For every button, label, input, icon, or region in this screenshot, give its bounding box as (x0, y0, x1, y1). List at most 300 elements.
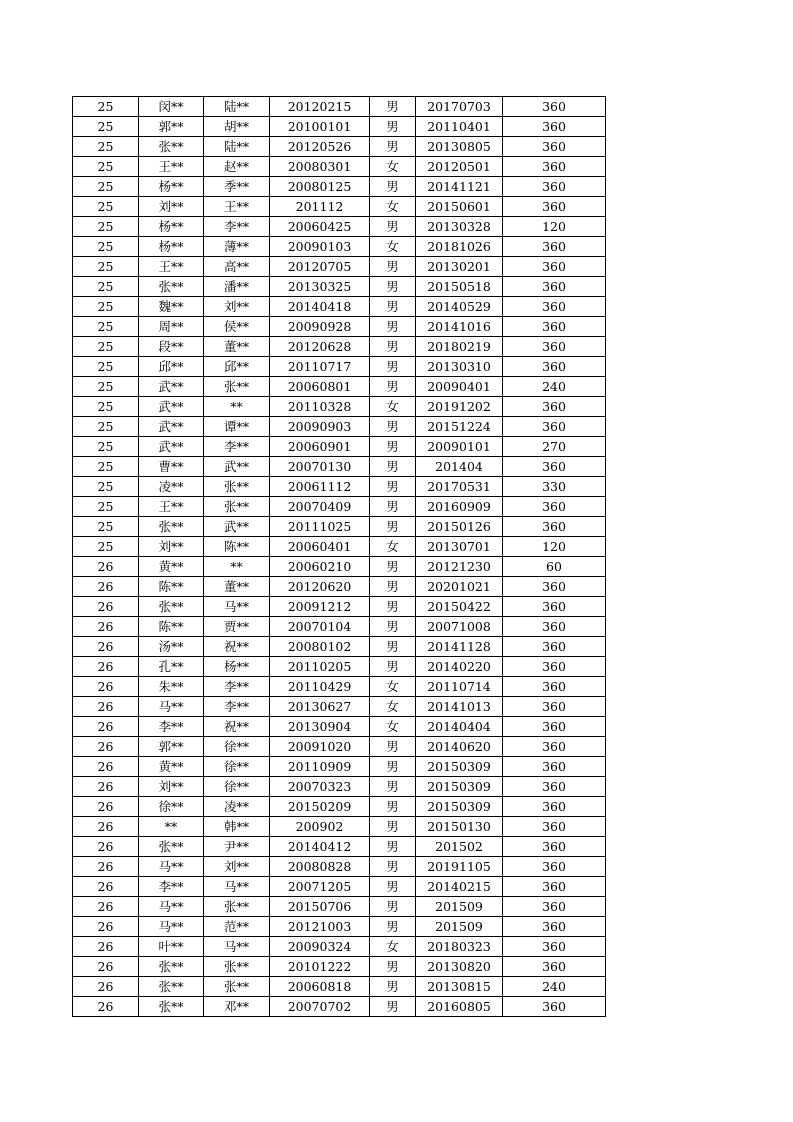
name-b-cell: 马** (204, 937, 270, 957)
date-end-cell: 20130310 (416, 357, 503, 377)
table-row (73, 537, 606, 557)
name-a-cell: 黄** (139, 557, 204, 577)
gender-cell: 男 (370, 457, 416, 477)
group-cell: 26 (73, 557, 139, 577)
name-a-cell: 张** (139, 977, 204, 997)
date-end-cell: 20130805 (416, 137, 503, 157)
table-row (73, 877, 606, 897)
date-end-cell: 20150518 (416, 277, 503, 297)
table-row (73, 897, 606, 917)
name-b-cell: 马** (204, 877, 270, 897)
amount-cell: 360 (503, 137, 606, 157)
amount-cell: 360 (503, 777, 606, 797)
amount-cell: 360 (503, 177, 606, 197)
amount-cell: 360 (503, 617, 606, 637)
date-start-cell: 20110909 (270, 757, 370, 777)
amount-cell: 120 (503, 537, 606, 557)
date-start-cell: 20070130 (270, 457, 370, 477)
name-b-cell: 张** (204, 957, 270, 977)
date-end-cell: 20191105 (416, 857, 503, 877)
date-start-cell: 20120620 (270, 577, 370, 597)
date-start-cell: 20101222 (270, 957, 370, 977)
table-row (73, 417, 606, 437)
date-start-cell: 20080828 (270, 857, 370, 877)
name-a-cell: 周** (139, 317, 204, 337)
table-row (73, 237, 606, 257)
date-end-cell: 20130328 (416, 217, 503, 237)
name-b-cell: 徐** (204, 737, 270, 757)
group-cell: 26 (73, 937, 139, 957)
name-b-cell: 刘** (204, 297, 270, 317)
name-a-cell: 段** (139, 337, 204, 357)
amount-cell: 360 (503, 357, 606, 377)
date-start-cell: 20110717 (270, 357, 370, 377)
amount-cell: 360 (503, 657, 606, 677)
amount-cell: 360 (503, 517, 606, 537)
group-cell: 25 (73, 137, 139, 157)
amount-cell: 360 (503, 917, 606, 937)
group-cell: 25 (73, 297, 139, 317)
date-start-cell: 20060401 (270, 537, 370, 557)
group-cell: 25 (73, 417, 139, 437)
date-end-cell: 201404 (416, 457, 503, 477)
table-row (73, 137, 606, 157)
name-a-cell: 郭** (139, 737, 204, 757)
gender-cell: 男 (370, 217, 416, 237)
date-start-cell: 20070323 (270, 777, 370, 797)
gender-cell: 男 (370, 257, 416, 277)
date-end-cell: 201509 (416, 917, 503, 937)
date-start-cell: 20080125 (270, 177, 370, 197)
name-a-cell: 李** (139, 717, 204, 737)
table-row (73, 597, 606, 617)
gender-cell: 男 (370, 957, 416, 977)
date-end-cell: 20140215 (416, 877, 503, 897)
table-row (73, 837, 606, 857)
date-start-cell: 20110205 (270, 657, 370, 677)
date-end-cell: 20191202 (416, 397, 503, 417)
table-row (73, 737, 606, 757)
gender-cell: 男 (370, 137, 416, 157)
group-cell: 25 (73, 357, 139, 377)
date-end-cell: 20160909 (416, 497, 503, 517)
date-end-cell: 201509 (416, 897, 503, 917)
name-b-cell: 谭** (204, 417, 270, 437)
group-cell: 26 (73, 857, 139, 877)
table-row (73, 257, 606, 277)
amount-cell: 360 (503, 457, 606, 477)
gender-cell: 男 (370, 317, 416, 337)
table-row (73, 937, 606, 957)
name-a-cell: 张** (139, 957, 204, 977)
gender-cell: 男 (370, 117, 416, 137)
date-start-cell: 20060901 (270, 437, 370, 457)
gender-cell: 男 (370, 177, 416, 197)
date-end-cell: 20130701 (416, 537, 503, 557)
name-a-cell: 杨** (139, 177, 204, 197)
date-end-cell: 20141016 (416, 317, 503, 337)
date-start-cell: 20130627 (270, 697, 370, 717)
table-row (73, 117, 606, 137)
name-b-cell: 陈** (204, 537, 270, 557)
gender-cell: 男 (370, 837, 416, 857)
amount-cell: 330 (503, 477, 606, 497)
gender-cell: 男 (370, 557, 416, 577)
amount-cell: 360 (503, 397, 606, 417)
group-cell: 26 (73, 677, 139, 697)
date-end-cell: 20090401 (416, 377, 503, 397)
date-end-cell: 20071008 (416, 617, 503, 637)
table-row (73, 197, 606, 217)
date-start-cell: 20060818 (270, 977, 370, 997)
date-end-cell: 20180219 (416, 337, 503, 357)
name-a-cell: 武** (139, 437, 204, 457)
name-a-cell: 郭** (139, 117, 204, 137)
table-row (73, 777, 606, 797)
name-a-cell: 张** (139, 137, 204, 157)
amount-cell: 360 (503, 157, 606, 177)
amount-cell: 360 (503, 577, 606, 597)
name-b-cell: 王** (204, 197, 270, 217)
gender-cell: 男 (370, 977, 416, 997)
amount-cell: 360 (503, 277, 606, 297)
group-cell: 25 (73, 457, 139, 477)
date-end-cell: 20130820 (416, 957, 503, 977)
table-row (73, 757, 606, 777)
group-cell: 25 (73, 337, 139, 357)
amount-cell: 360 (503, 857, 606, 877)
date-start-cell: 20140412 (270, 837, 370, 857)
amount-cell: 240 (503, 377, 606, 397)
gender-cell: 男 (370, 597, 416, 617)
name-a-cell: 马** (139, 897, 204, 917)
date-end-cell: 20141013 (416, 697, 503, 717)
name-b-cell: 张** (204, 497, 270, 517)
gender-cell: 男 (370, 997, 416, 1017)
amount-cell: 360 (503, 257, 606, 277)
amount-cell: 360 (503, 497, 606, 517)
group-cell: 26 (73, 897, 139, 917)
group-cell: 26 (73, 617, 139, 637)
name-b-cell: 李** (204, 437, 270, 457)
gender-cell: 男 (370, 337, 416, 357)
amount-cell: 360 (503, 997, 606, 1017)
name-a-cell: 张** (139, 837, 204, 857)
name-a-cell: 凌** (139, 477, 204, 497)
gender-cell: 男 (370, 577, 416, 597)
gender-cell: 男 (370, 617, 416, 637)
amount-cell: 360 (503, 877, 606, 897)
table-row (73, 657, 606, 677)
table-body (73, 97, 606, 1017)
gender-cell: 男 (370, 297, 416, 317)
date-start-cell: 20060801 (270, 377, 370, 397)
group-cell: 25 (73, 477, 139, 497)
date-start-cell: 20140418 (270, 297, 370, 317)
name-b-cell: 武** (204, 457, 270, 477)
date-end-cell: 20140620 (416, 737, 503, 757)
table-row (73, 217, 606, 237)
name-a-cell: 马** (139, 857, 204, 877)
group-cell: 26 (73, 757, 139, 777)
group-cell: 26 (73, 817, 139, 837)
date-start-cell: 20130904 (270, 717, 370, 737)
date-end-cell: 20160805 (416, 997, 503, 1017)
name-b-cell: 陆** (204, 137, 270, 157)
table-row (73, 437, 606, 457)
date-end-cell: 20130815 (416, 977, 503, 997)
date-start-cell: 20120526 (270, 137, 370, 157)
amount-cell: 270 (503, 437, 606, 457)
name-b-cell: 韩** (204, 817, 270, 837)
date-start-cell: 20110429 (270, 677, 370, 697)
table-row (73, 857, 606, 877)
name-b-cell: 季** (204, 177, 270, 197)
table-row (73, 717, 606, 737)
gender-cell: 男 (370, 377, 416, 397)
gender-cell: 男 (370, 657, 416, 677)
name-b-cell: 马** (204, 597, 270, 617)
group-cell: 26 (73, 777, 139, 797)
name-b-cell: 凌** (204, 797, 270, 817)
name-b-cell: 李** (204, 697, 270, 717)
date-start-cell: 20150706 (270, 897, 370, 917)
name-b-cell: 赵** (204, 157, 270, 177)
date-end-cell: 20130201 (416, 257, 503, 277)
name-b-cell: 薄** (204, 237, 270, 257)
table-row (73, 357, 606, 377)
gender-cell: 男 (370, 817, 416, 837)
group-cell: 25 (73, 177, 139, 197)
table-row (73, 397, 606, 417)
name-a-cell: 张** (139, 997, 204, 1017)
gender-cell: 女 (370, 197, 416, 217)
name-a-cell: 武** (139, 417, 204, 437)
group-cell: 25 (73, 397, 139, 417)
gender-cell: 男 (370, 437, 416, 457)
gender-cell: 男 (370, 777, 416, 797)
group-cell: 26 (73, 597, 139, 617)
table-row (73, 277, 606, 297)
table-row (73, 317, 606, 337)
table-row (73, 817, 606, 837)
amount-cell: 360 (503, 957, 606, 977)
date-end-cell: 20180323 (416, 937, 503, 957)
name-b-cell: 陆** (204, 97, 270, 117)
name-a-cell: 武** (139, 377, 204, 397)
gender-cell: 女 (370, 677, 416, 697)
gender-cell: 男 (370, 357, 416, 377)
group-cell: 26 (73, 917, 139, 937)
name-b-cell: 徐** (204, 777, 270, 797)
table-row (73, 797, 606, 817)
date-start-cell: 20091212 (270, 597, 370, 617)
gender-cell: 男 (370, 917, 416, 937)
amount-cell: 360 (503, 197, 606, 217)
name-b-cell: 董** (204, 577, 270, 597)
group-cell: 26 (73, 737, 139, 757)
date-start-cell: 20120628 (270, 337, 370, 357)
amount-cell: 360 (503, 837, 606, 857)
table-row (73, 677, 606, 697)
name-a-cell: 邱** (139, 357, 204, 377)
gender-cell: 男 (370, 517, 416, 537)
date-end-cell: 20150309 (416, 757, 503, 777)
name-a-cell: 武** (139, 397, 204, 417)
date-end-cell: 20150130 (416, 817, 503, 837)
name-a-cell: 陈** (139, 617, 204, 637)
group-cell: 26 (73, 797, 139, 817)
table-row (73, 557, 606, 577)
date-end-cell: 20141128 (416, 637, 503, 657)
date-end-cell: 20201021 (416, 577, 503, 597)
name-a-cell: 汤** (139, 637, 204, 657)
date-end-cell: 20090101 (416, 437, 503, 457)
date-end-cell: 20150309 (416, 797, 503, 817)
name-a-cell: 张** (139, 597, 204, 617)
name-a-cell: 叶** (139, 937, 204, 957)
date-start-cell: 20150209 (270, 797, 370, 817)
gender-cell: 女 (370, 717, 416, 737)
name-b-cell: 张** (204, 377, 270, 397)
gender-cell: 男 (370, 277, 416, 297)
name-b-cell: 刘** (204, 857, 270, 877)
amount-cell: 360 (503, 317, 606, 337)
date-end-cell: 20170531 (416, 477, 503, 497)
group-cell: 26 (73, 977, 139, 997)
date-start-cell: 20071205 (270, 877, 370, 897)
name-a-cell: 王** (139, 497, 204, 517)
date-end-cell: 20110401 (416, 117, 503, 137)
name-a-cell: 朱** (139, 677, 204, 697)
amount-cell: 360 (503, 97, 606, 117)
group-cell: 25 (73, 497, 139, 517)
table-row (73, 477, 606, 497)
data-table (72, 96, 606, 1017)
date-start-cell: 20060425 (270, 217, 370, 237)
group-cell: 26 (73, 957, 139, 977)
date-end-cell: 20150309 (416, 777, 503, 797)
name-a-cell: 李** (139, 877, 204, 897)
date-start-cell: 20060210 (270, 557, 370, 577)
date-start-cell: 20070104 (270, 617, 370, 637)
amount-cell: 360 (503, 897, 606, 917)
name-a-cell: 陈** (139, 577, 204, 597)
group-cell: 25 (73, 157, 139, 177)
date-end-cell: 20150422 (416, 597, 503, 617)
date-start-cell: 20080102 (270, 637, 370, 657)
table-row (73, 337, 606, 357)
name-b-cell: 邱** (204, 357, 270, 377)
group-cell: 25 (73, 517, 139, 537)
table-row (73, 997, 606, 1017)
date-end-cell: 201502 (416, 837, 503, 857)
group-cell: 25 (73, 377, 139, 397)
amount-cell: 360 (503, 297, 606, 317)
date-end-cell: 20140529 (416, 297, 503, 317)
name-a-cell: 曹** (139, 457, 204, 477)
table-row (73, 457, 606, 477)
name-b-cell: 祝** (204, 717, 270, 737)
table-row (73, 637, 606, 657)
name-b-cell: ** (204, 397, 270, 417)
amount-cell: 360 (503, 937, 606, 957)
table-row (73, 177, 606, 197)
date-start-cell: 20091020 (270, 737, 370, 757)
gender-cell: 男 (370, 877, 416, 897)
gender-cell: 女 (370, 937, 416, 957)
name-a-cell: 孔** (139, 657, 204, 677)
name-b-cell: 高** (204, 257, 270, 277)
name-a-cell: 黄** (139, 757, 204, 777)
name-a-cell: 闵** (139, 97, 204, 117)
group-cell: 25 (73, 97, 139, 117)
date-start-cell: 20090103 (270, 237, 370, 257)
table-row (73, 97, 606, 117)
date-start-cell: 20100101 (270, 117, 370, 137)
name-b-cell: 李** (204, 217, 270, 237)
table-row (73, 297, 606, 317)
gender-cell: 男 (370, 477, 416, 497)
table-row (73, 157, 606, 177)
amount-cell: 360 (503, 117, 606, 137)
amount-cell: 360 (503, 417, 606, 437)
group-cell: 26 (73, 837, 139, 857)
table-row (73, 377, 606, 397)
date-end-cell: 20121230 (416, 557, 503, 577)
gender-cell: 男 (370, 417, 416, 437)
table-row (73, 917, 606, 937)
name-b-cell: 贾** (204, 617, 270, 637)
name-b-cell: 尹** (204, 837, 270, 857)
name-b-cell: 潘** (204, 277, 270, 297)
date-start-cell: 201112 (270, 197, 370, 217)
gender-cell: 男 (370, 797, 416, 817)
gender-cell: 男 (370, 757, 416, 777)
amount-cell: 360 (503, 637, 606, 657)
date-start-cell: 20070409 (270, 497, 370, 517)
gender-cell: 男 (370, 497, 416, 517)
name-a-cell: 马** (139, 917, 204, 937)
name-a-cell: 王** (139, 157, 204, 177)
name-a-cell: 杨** (139, 217, 204, 237)
date-end-cell: 20150126 (416, 517, 503, 537)
date-start-cell: 20111025 (270, 517, 370, 537)
amount-cell: 360 (503, 237, 606, 257)
group-cell: 26 (73, 637, 139, 657)
amount-cell: 360 (503, 597, 606, 617)
gender-cell: 男 (370, 737, 416, 757)
group-cell: 26 (73, 697, 139, 717)
gender-cell: 女 (370, 537, 416, 557)
date-end-cell: 20120501 (416, 157, 503, 177)
date-start-cell: 20090324 (270, 937, 370, 957)
name-a-cell: 王** (139, 257, 204, 277)
group-cell: 25 (73, 217, 139, 237)
date-start-cell: 20090928 (270, 317, 370, 337)
name-a-cell: ** (139, 817, 204, 837)
date-start-cell: 20080301 (270, 157, 370, 177)
group-cell: 25 (73, 537, 139, 557)
table-row (73, 517, 606, 537)
gender-cell: 男 (370, 897, 416, 917)
amount-cell: 360 (503, 697, 606, 717)
date-start-cell: 200902 (270, 817, 370, 837)
name-a-cell: 魏** (139, 297, 204, 317)
table-row (73, 497, 606, 517)
table-row (73, 617, 606, 637)
amount-cell: 60 (503, 557, 606, 577)
